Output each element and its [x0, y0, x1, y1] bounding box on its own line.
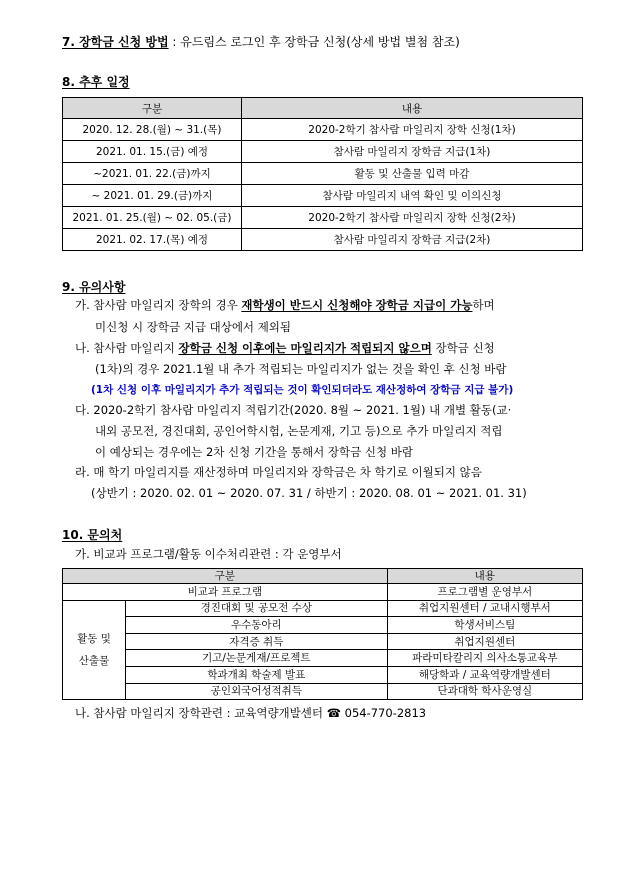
contact-category: 공인외국어성적취득	[126, 683, 388, 700]
section-7-text: : 유드림스 로그인 후 장학금 신청(상세 방법 별첨 참조)	[168, 35, 460, 49]
notice-ra-line-1: 라. 매 학기 마일리지를 재산정하며 마일리지와 장학금은 차 학기로 이월되지 않음	[75, 465, 482, 479]
section-7	[62, 33, 460, 50]
contact-category: 비교과 프로그램	[63, 584, 388, 601]
section-8-title: 8. 추후 일정	[62, 75, 130, 89]
schedule-header-category: 구분	[63, 98, 242, 119]
table-row	[63, 141, 583, 163]
schedule-table	[62, 97, 583, 251]
contact-ga: 가. 비교과 프로그램/활동 이수처리관련 : 각 운영부서	[75, 547, 342, 561]
table-row	[63, 229, 583, 251]
schedule-date: 2020. 12. 28.(월) ~ 31.(목)	[63, 119, 242, 141]
contact-na: 나. 참사람 마일리지 장학관련 : 교육역량개발센터 ☎ 054-770-2813	[75, 706, 427, 720]
notice-na-line-2: (1차)의 경우 2021.1월 내 추가 적립되는 마일리지가 없는 것을 확인 후 신청 바람	[95, 362, 507, 376]
contact-group-label: 활동 및 산출물	[63, 600, 126, 700]
contact-category: 우수동아리	[126, 617, 388, 634]
table-row	[63, 617, 583, 634]
contact-header-content: 내용	[387, 569, 582, 584]
table-row	[63, 163, 583, 185]
table-row	[63, 683, 583, 700]
table-row	[63, 666, 583, 683]
schedule-content: 참사람 마일리지 장학금 지급(2차)	[242, 229, 583, 251]
contact-department: 취업지원센터 / 교내시행부서	[387, 600, 582, 617]
contact-category: 기고/논문게재/프로젝트	[126, 650, 388, 667]
schedule-content: 2020-2학기 참사람 마일리지 장학 신청(1차)	[242, 119, 583, 141]
notice-da-line-1: 다. 2020-2학기 참사람 마일리지 적립기간(2020. 8월 ~ 2021. 1월) 내 개별 활동(교·	[75, 403, 512, 417]
schedule-date: ~2021. 01. 22.(금)까지	[63, 163, 242, 185]
notice-da-line-3: 이 예상되는 경우에는 2차 신청 기간을 통해서 장학금 신청 바람	[95, 445, 413, 459]
contact-category: 자격증 취득	[126, 633, 388, 650]
contact-category: 학과개최 학술제 발표	[126, 666, 388, 683]
notice-na-emphasis: 장학금 신청 이후에는 마일리지가 적립되지 않으며	[178, 341, 432, 355]
schedule-date: 2021. 02. 17.(목) 예정	[63, 229, 242, 251]
schedule-date: ~ 2021. 01. 29.(금)까지	[63, 185, 242, 207]
contact-category: 경진대회 및 공모전 수상	[126, 600, 388, 617]
section-10-title: 10. 문의처	[62, 528, 123, 542]
schedule-content: 참사람 마일리지 장학금 지급(1차)	[242, 141, 583, 163]
contact-department: 단과대학 학사운영실	[387, 683, 582, 700]
contact-department: 프로그램별 운영부서	[387, 584, 582, 601]
table-row	[63, 119, 583, 141]
table-row	[63, 185, 583, 207]
section-9-title: 9. 유의사항	[62, 280, 126, 294]
notice-na-line-1	[75, 340, 495, 356]
schedule-header-row	[63, 98, 583, 119]
schedule-date: 2021. 01. 25.(월) ~ 02. 05.(금)	[63, 207, 242, 229]
schedule-header-content: 내용	[242, 98, 583, 119]
notice-da-line-2: 내외 공모전, 경진대회, 공인어학시험, 논문게재, 기고 등)으로 추가 마일리지 적립	[95, 424, 503, 438]
notice-ga-line-1	[75, 297, 495, 313]
section-7-title: 7. 장학금 신청 방법	[62, 35, 169, 49]
schedule-content: 참사람 마일리지 내역 확인 및 이의신청	[242, 185, 583, 207]
table-row	[63, 600, 583, 617]
notice-ra-line-2: (상반기 : 2020. 02. 01 ~ 2020. 07. 31 / 하반기 : 2020. 08. 01 ~ 2021. 01. 31)	[91, 486, 527, 500]
notice-ga-text: 가. 참사람 마일리지 장학의 경우	[75, 298, 242, 312]
notice-na-warning: (1차 신청 이후 마일리지가 추가 적립되는 것이 확인되더라도 재산정하여 장학금 지급 불가)	[91, 384, 514, 396]
notice-ga-emphasis: 재학생이 반드시 신청해야 장학금 지급이 가능	[241, 298, 473, 312]
table-row	[63, 207, 583, 229]
contact-department: 해당학과 / 교육역량개발센터	[387, 666, 582, 683]
notice-na-text: 나. 참사람 마일리지	[75, 341, 179, 355]
notice-ga-suffix: 하며	[472, 298, 495, 312]
contact-department: 취업지원센터	[387, 633, 582, 650]
table-row	[63, 633, 583, 650]
contact-header-row	[63, 569, 583, 584]
schedule-content: 활동 및 산출물 입력 마감	[242, 163, 583, 185]
schedule-date: 2021. 01. 15.(금) 예정	[63, 141, 242, 163]
contact-table	[62, 568, 583, 700]
table-row	[63, 650, 583, 667]
schedule-content: 2020-2학기 참사람 마일리지 장학 신청(2차)	[242, 207, 583, 229]
contact-department: 학생서비스팀	[387, 617, 582, 634]
table-row	[63, 584, 583, 601]
contact-department: 파라미타칼리지 의사소통교육부	[387, 650, 582, 667]
notice-ga-line-2: 미신청 시 장학금 지급 대상에서 제외됨	[95, 320, 292, 334]
notice-na-suffix: 장학금 신청	[431, 341, 495, 355]
contact-header-category: 구분	[63, 569, 388, 584]
